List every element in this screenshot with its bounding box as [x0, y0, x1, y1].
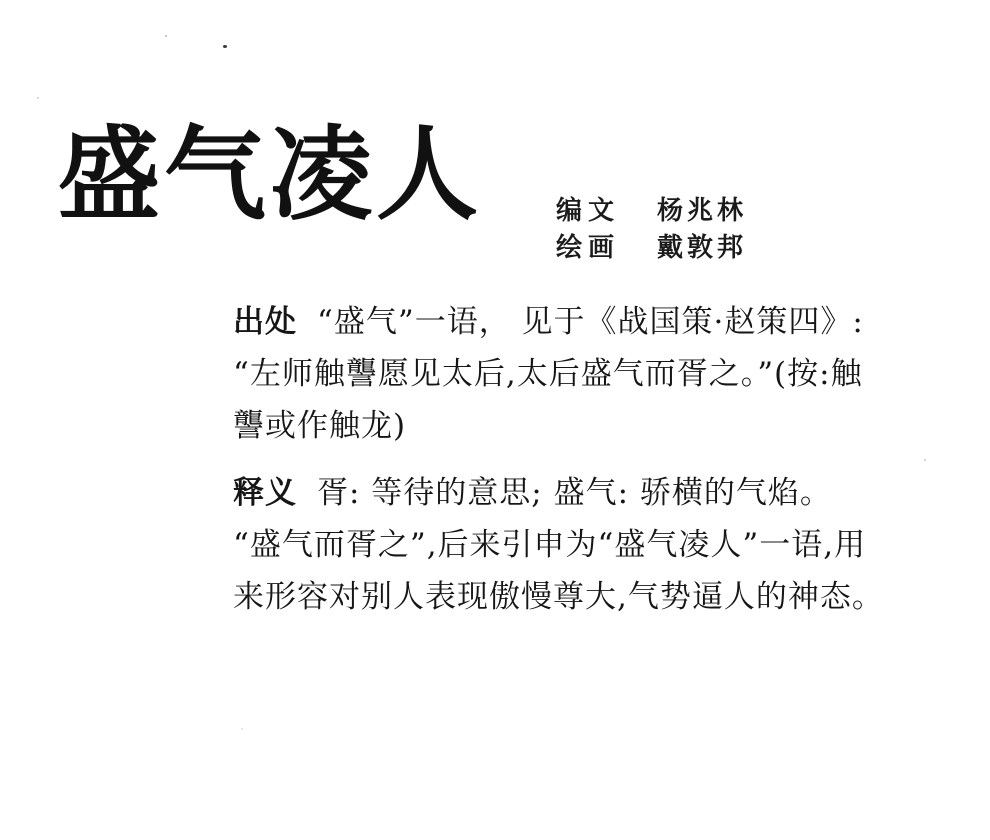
text-line: “盛气而胥之”,后来引申为“盛气凌人”一语,用	[233, 527, 867, 563]
text-line	[233, 296, 939, 348]
credit-name-writer: 杨兆林	[657, 196, 748, 226]
text-line	[233, 467, 939, 519]
scan-speck	[223, 45, 227, 48]
credit-row-writer	[556, 190, 748, 227]
credits-block	[556, 190, 748, 264]
section-source	[233, 296, 939, 452]
text-line: “左师触讋愿见太后,太后盛气而胥之。”(按:触	[233, 356, 863, 392]
credit-role-illustrator: 绘画	[556, 233, 621, 263]
scan-speck	[924, 459, 926, 461]
section-label-source: 出处	[233, 304, 297, 340]
text-line-content: 胥: 等待的意思; 盛气: 骄横的气焰。	[317, 475, 832, 511]
text-line-content: “盛气”一语， 见于《战国策·赵策四》:	[317, 304, 864, 340]
credit-row-illustrator	[556, 227, 748, 264]
section-meaning	[233, 467, 939, 623]
text-line: 来形容对别人表现傲慢尊大,气势逼人的神态。	[233, 579, 884, 615]
scan-speck	[37, 97, 39, 99]
credit-name-illustrator: 戴敦邦	[657, 233, 748, 263]
section-label-meaning: 释义	[233, 475, 297, 511]
text-line: 讋或作触龙)	[233, 408, 407, 444]
scan-speck	[165, 35, 167, 37]
credit-role-writer: 编文	[556, 196, 621, 226]
scan-speck	[241, 728, 243, 730]
page-title: 盛气凌人	[58, 115, 482, 235]
